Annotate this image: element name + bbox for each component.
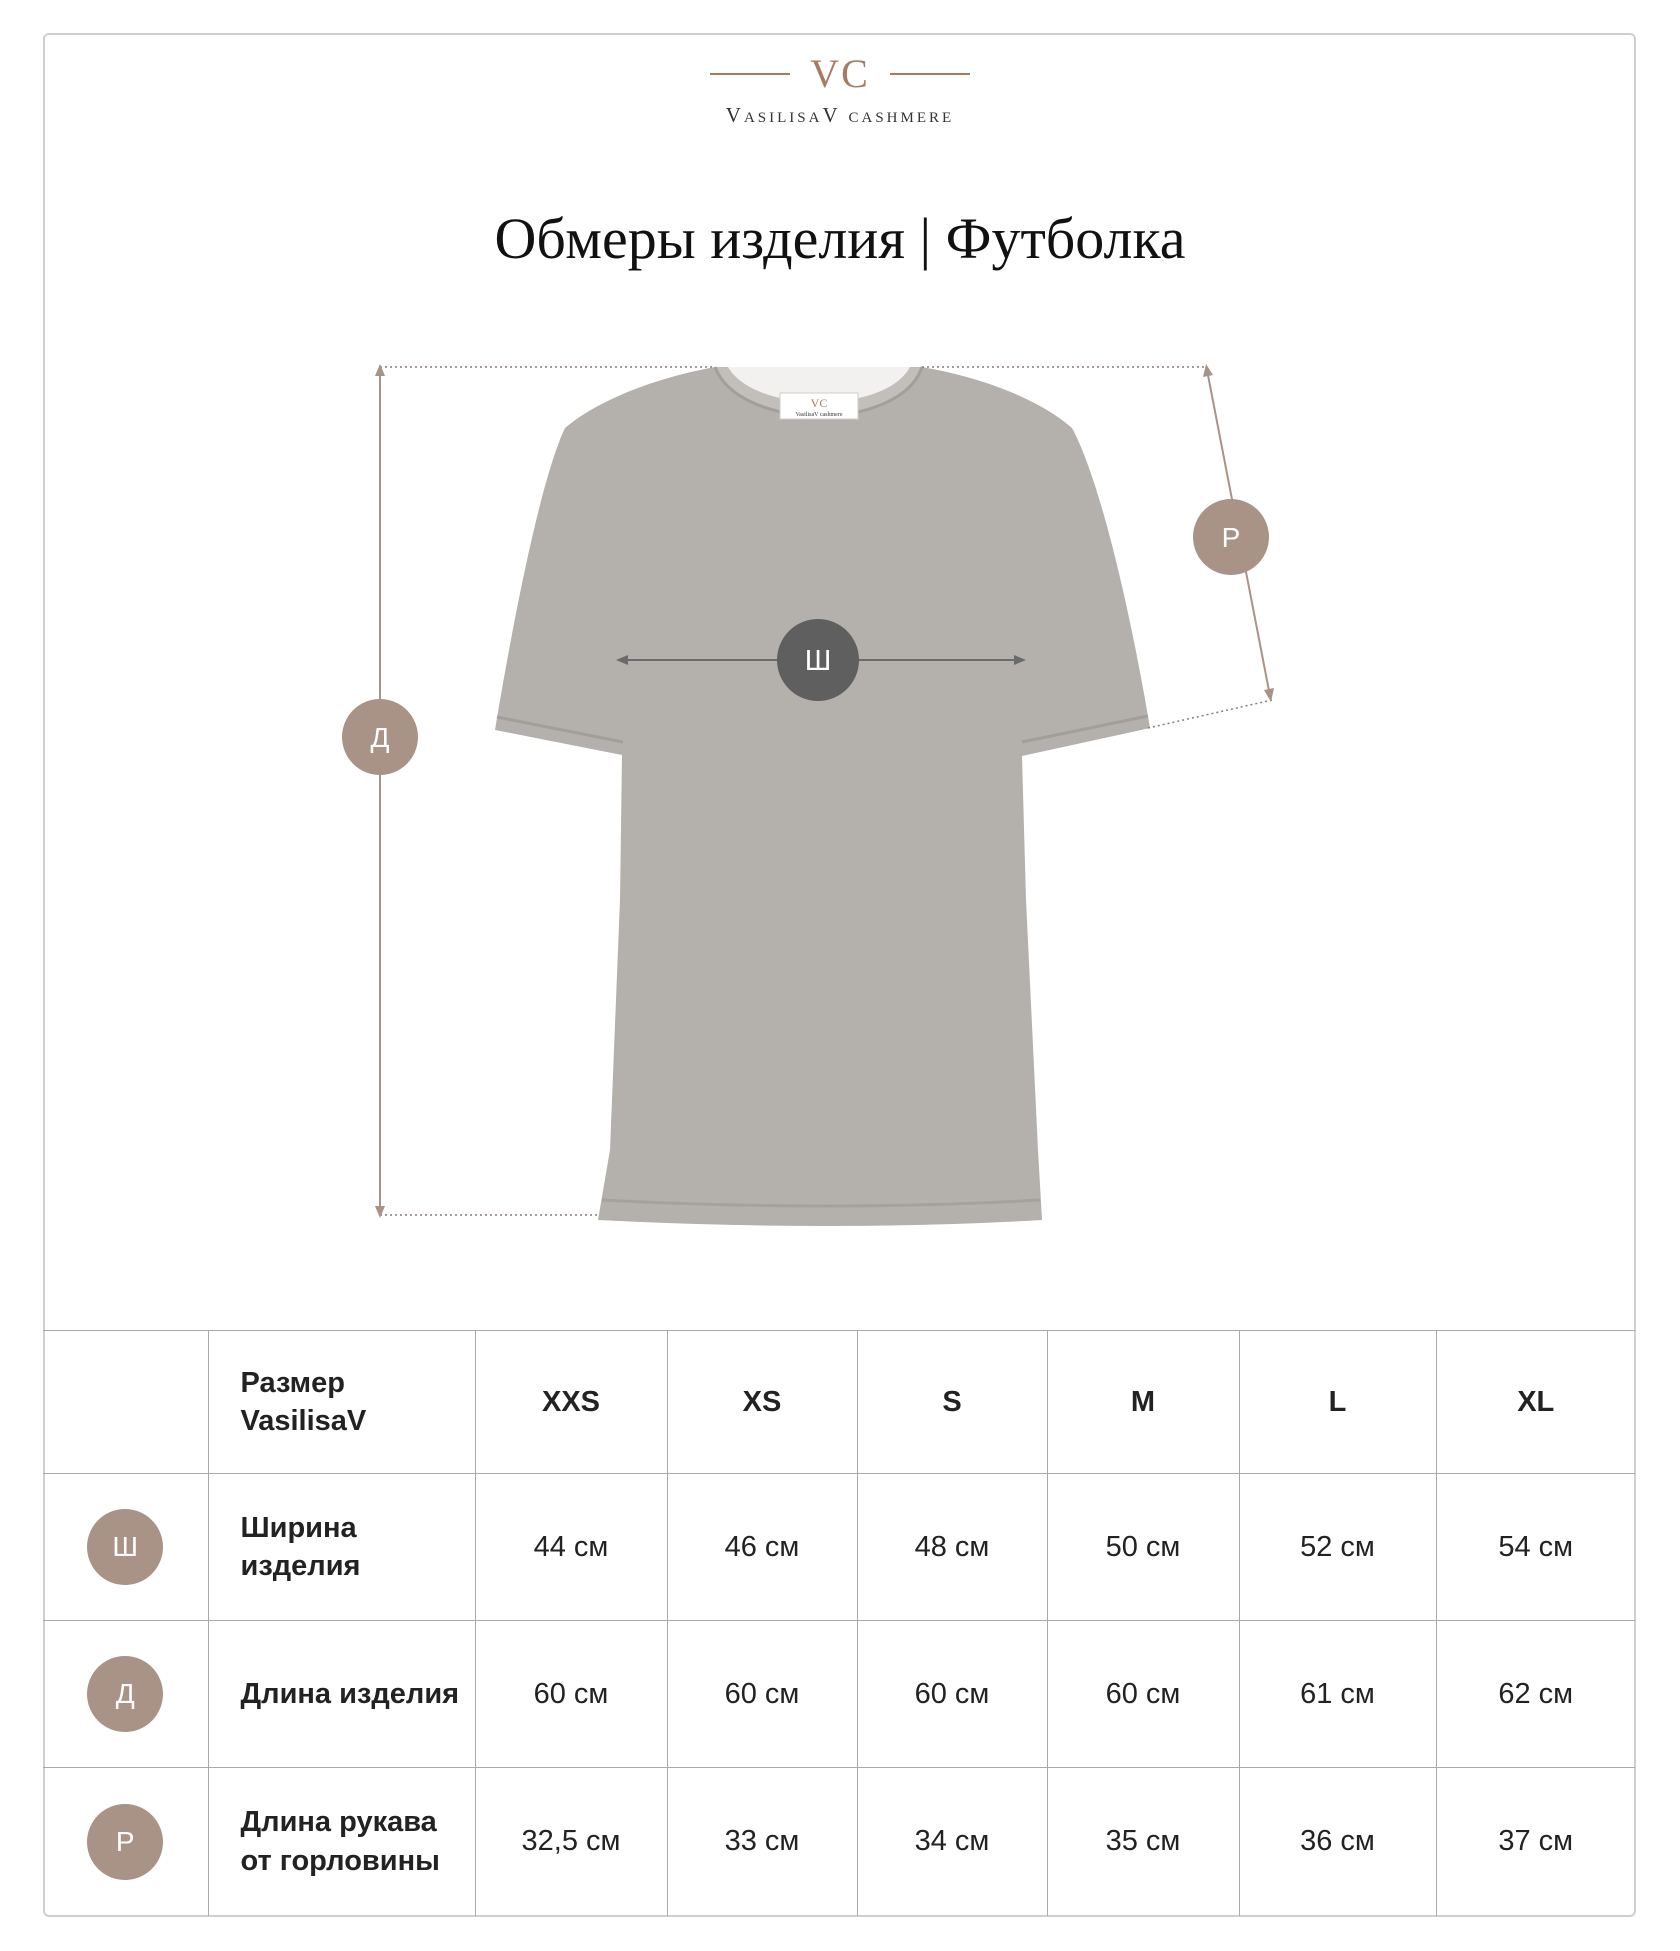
table-cell: 33 см <box>667 1768 857 1916</box>
table-cell: 54 см <box>1436 1474 1635 1621</box>
table-cell: 37 см <box>1436 1768 1635 1916</box>
sleeve-marker-label: Р <box>1221 522 1241 553</box>
logo-rule-right <box>890 73 970 75</box>
row-label-sleeve: Длина рукава от горловины <box>208 1768 475 1916</box>
logo-rule-left <box>710 73 790 75</box>
table-header-row <box>43 1331 1635 1474</box>
sleeve-badge: Р <box>87 1804 163 1880</box>
table-cell: 35 см <box>1047 1768 1239 1916</box>
header-size-xl: XL <box>1436 1331 1635 1474</box>
row-label-width: Ширина изделия <box>208 1474 475 1621</box>
badge-cell <box>43 1768 208 1916</box>
table-cell: 34 см <box>857 1768 1047 1916</box>
brand-logo <box>0 50 1680 128</box>
table-row-length <box>43 1621 1635 1768</box>
header-size-xs: XS <box>667 1331 857 1474</box>
table-cell: 60 см <box>857 1621 1047 1768</box>
table-cell: 60 см <box>667 1621 857 1768</box>
header-size-label: Размер VasilisaV <box>208 1331 475 1474</box>
tshirt-illustration <box>495 367 1150 1226</box>
width-badge: Ш <box>87 1509 163 1585</box>
length-badge: Д <box>87 1656 163 1732</box>
size-table <box>43 1330 1635 1916</box>
table-cell: 60 см <box>1047 1621 1239 1768</box>
length-arrow-bottom <box>375 1206 385 1218</box>
header-size-m: M <box>1047 1331 1239 1474</box>
neck-label-name: VasilisaV cashmere <box>795 412 843 418</box>
measurement-diagram <box>0 340 1680 1260</box>
table-cell: 32,5 см <box>475 1768 667 1916</box>
header-size-l: L <box>1239 1331 1436 1474</box>
table-cell: 50 см <box>1047 1474 1239 1621</box>
table-cell: 36 см <box>1239 1768 1436 1916</box>
logo-brand-name: VasilisaV cashmere <box>725 103 955 127</box>
neck-label-mark: VC <box>810 396 828 410</box>
logo-mark-row <box>0 50 1680 97</box>
header-size-s: S <box>857 1331 1047 1474</box>
header-size-xxs: XXS <box>475 1331 667 1474</box>
badge-cell <box>43 1621 208 1768</box>
width-marker-label: Ш <box>804 645 832 677</box>
sleeve-guide-bottom <box>1148 700 1272 728</box>
table-cell: 46 см <box>667 1474 857 1621</box>
sleeve-arrow-bottom <box>1264 688 1274 702</box>
header-empty-cell <box>43 1331 208 1474</box>
table-cell: 44 см <box>475 1474 667 1621</box>
row-label-length: Длина изделия <box>208 1621 475 1768</box>
length-arrow-top <box>375 364 385 376</box>
sleeve-arrow-top <box>1203 364 1213 377</box>
table-cell: 62 см <box>1436 1621 1635 1768</box>
badge-cell <box>43 1474 208 1621</box>
length-marker-label: Д <box>370 722 390 753</box>
table-cell: 61 см <box>1239 1621 1436 1768</box>
table-cell: 48 см <box>857 1474 1047 1621</box>
logo-mark: VC <box>810 51 870 96</box>
page-title: Обмеры изделия | Футболка <box>494 206 1186 271</box>
table-row-width <box>43 1474 1635 1621</box>
table-cell: 60 см <box>475 1621 667 1768</box>
table-row-sleeve <box>43 1768 1635 1916</box>
table-cell: 52 см <box>1239 1474 1436 1621</box>
